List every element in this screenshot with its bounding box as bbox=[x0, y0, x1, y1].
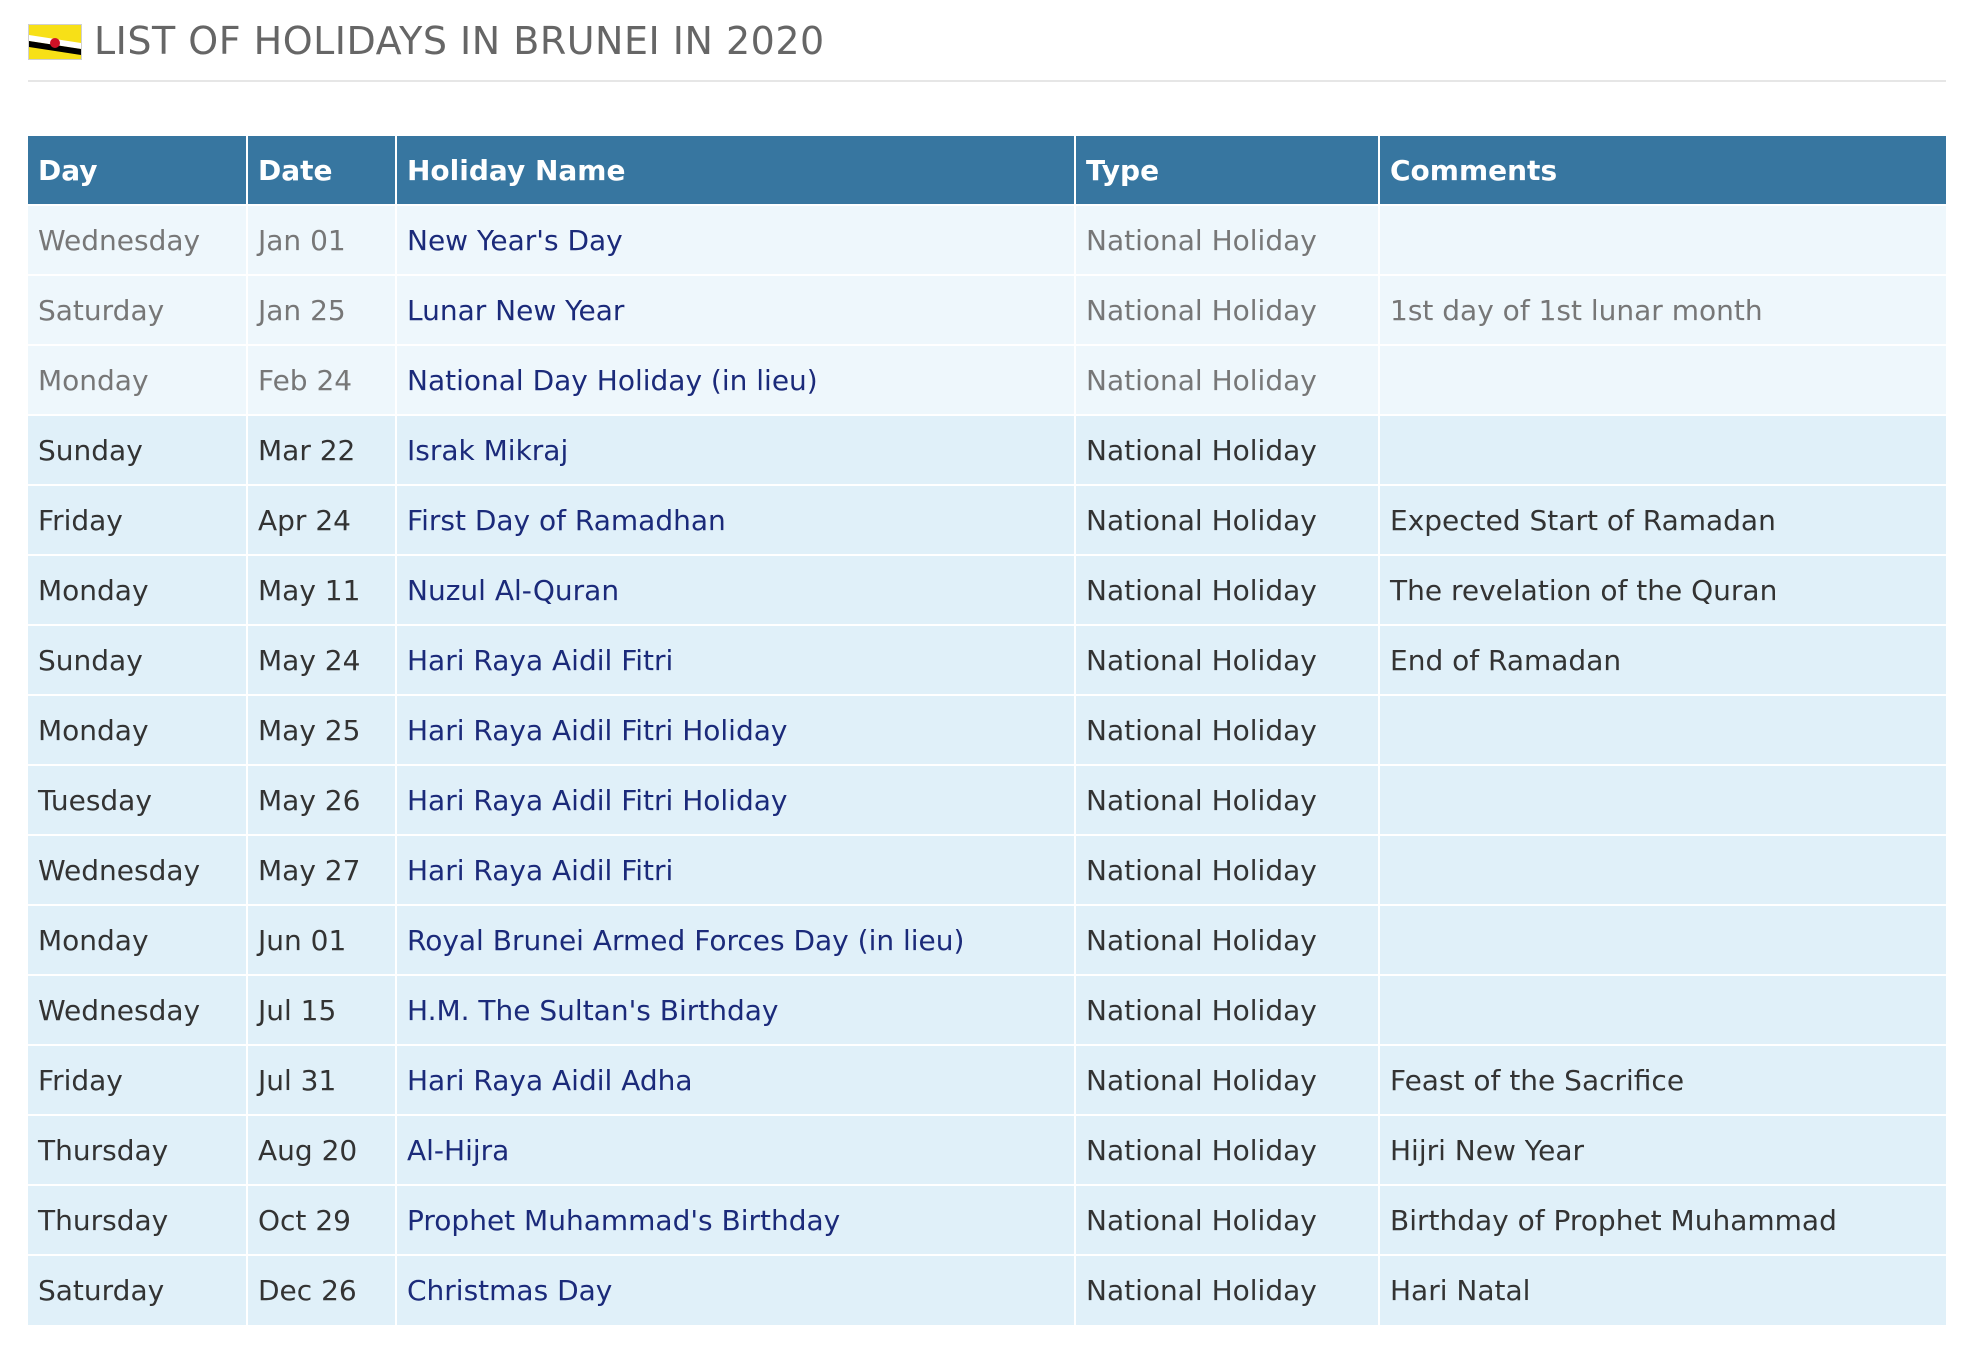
cell-day-text: Saturday bbox=[38, 293, 165, 327]
cell-day-text: Saturday bbox=[38, 1274, 165, 1307]
holiday-name-link[interactable]: Hari Raya Aidil Adha bbox=[407, 1063, 693, 1097]
table-row bbox=[28, 415, 1946, 485]
holidays-table bbox=[28, 136, 1946, 1325]
cell-type-text: National Holiday bbox=[1086, 993, 1317, 1027]
cell-date bbox=[247, 765, 396, 835]
cell-holiday-name bbox=[396, 205, 1075, 275]
cell-day bbox=[28, 1185, 247, 1255]
cell-day-text: Monday bbox=[38, 713, 149, 747]
holiday-name-link[interactable]: Christmas Day bbox=[407, 1274, 613, 1307]
cell-holiday-name bbox=[396, 1185, 1075, 1255]
cell-date-text: Aug 20 bbox=[258, 1133, 358, 1167]
cell-type bbox=[1075, 345, 1379, 415]
holiday-name-link[interactable]: Lunar New Year bbox=[407, 293, 625, 327]
cell-day bbox=[28, 555, 247, 625]
cell-date bbox=[247, 1255, 396, 1325]
holiday-name-link[interactable]: H.M. The Sultan's Birthday bbox=[407, 993, 779, 1027]
cell-date bbox=[247, 905, 396, 975]
cell-type-text: National Holiday bbox=[1086, 433, 1317, 467]
table-body bbox=[28, 205, 1946, 1325]
cell-comments-text: 1st day of 1st lunar month bbox=[1390, 293, 1763, 327]
cell-type bbox=[1075, 765, 1379, 835]
flag-graphic bbox=[29, 25, 81, 59]
cell-comments-text: Birthday of Prophet Muhammad bbox=[1390, 1203, 1837, 1237]
cell-comments bbox=[1379, 415, 1946, 485]
cell-type bbox=[1075, 1255, 1379, 1325]
cell-comments-text: End of Ramadan bbox=[1390, 643, 1622, 677]
cell-type-text: National Holiday bbox=[1086, 713, 1317, 747]
cell-comments bbox=[1379, 205, 1946, 275]
cell-date bbox=[247, 1045, 396, 1115]
cell-type bbox=[1075, 835, 1379, 905]
cell-type bbox=[1075, 555, 1379, 625]
cell-date bbox=[247, 625, 396, 695]
cell-comments bbox=[1379, 1255, 1946, 1325]
cell-date bbox=[247, 695, 396, 765]
cell-holiday-name bbox=[396, 625, 1075, 695]
table-row bbox=[28, 1115, 1946, 1185]
cell-holiday-name bbox=[396, 415, 1075, 485]
holiday-name-link[interactable]: Hari Raya Aidil Fitri bbox=[407, 853, 674, 887]
table-row bbox=[28, 1255, 1946, 1325]
cell-type bbox=[1075, 205, 1379, 275]
holiday-name-link[interactable]: Hari Raya Aidil Fitri Holiday bbox=[407, 713, 788, 747]
cell-comments bbox=[1379, 1185, 1946, 1255]
column-header-type[interactable]: Type bbox=[1075, 136, 1379, 205]
cell-day bbox=[28, 1255, 247, 1325]
cell-day bbox=[28, 485, 247, 555]
table-row bbox=[28, 275, 1946, 345]
cell-date-text: Feb 24 bbox=[258, 363, 353, 397]
cell-holiday-name bbox=[396, 835, 1075, 905]
cell-comments bbox=[1379, 555, 1946, 625]
cell-holiday-name bbox=[396, 1115, 1075, 1185]
holiday-name-link[interactable]: National Day Holiday (in lieu) bbox=[407, 363, 818, 397]
cell-day-text: Friday bbox=[38, 503, 123, 537]
cell-date-text: Apr 24 bbox=[258, 503, 351, 537]
cell-date-text: Jan 25 bbox=[258, 293, 346, 327]
table-header-row bbox=[28, 136, 1946, 205]
table-row bbox=[28, 625, 1946, 695]
cell-day-text: Monday bbox=[38, 573, 149, 607]
cell-comments bbox=[1379, 1045, 1946, 1115]
cell-day bbox=[28, 1045, 247, 1115]
cell-comments-text: Hijri New Year bbox=[1390, 1133, 1585, 1167]
cell-type-text: National Holiday bbox=[1086, 503, 1317, 537]
cell-holiday-name bbox=[396, 765, 1075, 835]
cell-day bbox=[28, 415, 247, 485]
cell-type bbox=[1075, 415, 1379, 485]
cell-date-text: Mar 22 bbox=[258, 433, 356, 467]
table-row bbox=[28, 905, 1946, 975]
cell-holiday-name bbox=[396, 1045, 1075, 1115]
table-header bbox=[28, 136, 1946, 205]
table-row bbox=[28, 205, 1946, 275]
holiday-name-link[interactable]: Royal Brunei Armed Forces Day (in lieu) bbox=[407, 923, 965, 957]
cell-day-text: Sunday bbox=[38, 433, 143, 467]
cell-type-text: National Holiday bbox=[1086, 853, 1317, 887]
cell-type bbox=[1075, 1045, 1379, 1115]
cell-date-text: May 27 bbox=[258, 853, 361, 887]
cell-comments bbox=[1379, 695, 1946, 765]
cell-day bbox=[28, 1115, 247, 1185]
cell-date bbox=[247, 555, 396, 625]
cell-day bbox=[28, 625, 247, 695]
cell-type-text: National Holiday bbox=[1086, 573, 1317, 607]
cell-day-text: Thursday bbox=[38, 1203, 169, 1237]
cell-day-text: Monday bbox=[38, 923, 149, 957]
cell-date bbox=[247, 415, 396, 485]
cell-type bbox=[1075, 1185, 1379, 1255]
cell-date bbox=[247, 345, 396, 415]
table-row bbox=[28, 555, 1946, 625]
brunei-flag-icon bbox=[28, 24, 82, 60]
cell-comments-text: The revelation of the Quran bbox=[1390, 573, 1778, 607]
column-header-date[interactable]: Date bbox=[247, 136, 396, 205]
cell-date-text: Jul 15 bbox=[258, 993, 337, 1027]
cell-day-text: Wednesday bbox=[38, 853, 201, 887]
cell-day bbox=[28, 345, 247, 415]
table-row bbox=[28, 695, 1946, 765]
table-row bbox=[28, 345, 1946, 415]
cell-holiday-name bbox=[396, 345, 1075, 415]
cell-type bbox=[1075, 485, 1379, 555]
cell-type-text: National Holiday bbox=[1086, 223, 1317, 257]
flag-crest bbox=[50, 38, 60, 48]
holiday-name-link[interactable]: First Day of Ramadhan bbox=[407, 503, 726, 537]
cell-day bbox=[28, 275, 247, 345]
cell-date-text: Jan 01 bbox=[258, 223, 346, 257]
column-header-holiday-name[interactable]: Holiday Name bbox=[396, 136, 1075, 205]
cell-date-text: Oct 29 bbox=[258, 1203, 351, 1237]
column-header-day[interactable]: Day bbox=[28, 136, 247, 205]
cell-comments-text: Feast of the Sacrifice bbox=[1390, 1063, 1685, 1097]
cell-comments-text: Expected Start of Ramadan bbox=[1390, 503, 1776, 537]
cell-comments-text: Hari Natal bbox=[1390, 1274, 1531, 1307]
cell-type bbox=[1075, 275, 1379, 345]
cell-type-text: National Holiday bbox=[1086, 643, 1317, 677]
cell-holiday-name bbox=[396, 485, 1075, 555]
cell-comments bbox=[1379, 275, 1946, 345]
cell-day-text: Wednesday bbox=[38, 993, 201, 1027]
table-row bbox=[28, 765, 1946, 835]
cell-day-text: Sunday bbox=[38, 643, 143, 677]
cell-type bbox=[1075, 625, 1379, 695]
cell-holiday-name bbox=[396, 1255, 1075, 1325]
cell-day-text: Wednesday bbox=[38, 223, 201, 257]
cell-date-text: May 25 bbox=[258, 713, 361, 747]
cell-type-text: National Holiday bbox=[1086, 1274, 1317, 1307]
cell-date bbox=[247, 275, 396, 345]
cell-date-text: Jul 31 bbox=[258, 1063, 337, 1097]
cell-type bbox=[1075, 1115, 1379, 1185]
cell-holiday-name bbox=[396, 555, 1075, 625]
cell-day bbox=[28, 695, 247, 765]
holiday-name-link[interactable]: New Year's Day bbox=[407, 223, 623, 257]
cell-type bbox=[1075, 695, 1379, 765]
cell-comments bbox=[1379, 765, 1946, 835]
cell-day-text: Tuesday bbox=[38, 783, 152, 817]
cell-holiday-name bbox=[396, 275, 1075, 345]
cell-date-text: May 24 bbox=[258, 643, 361, 677]
cell-date bbox=[247, 835, 396, 905]
holiday-name-link[interactable]: Hari Raya Aidil Fitri Holiday bbox=[407, 783, 788, 817]
cell-date-text: May 26 bbox=[258, 783, 361, 817]
cell-type-text: National Holiday bbox=[1086, 1063, 1317, 1097]
holiday-name-link[interactable]: Prophet Muhammad's Birthday bbox=[407, 1203, 841, 1237]
table-row bbox=[28, 485, 1946, 555]
cell-type bbox=[1075, 905, 1379, 975]
cell-day-text: Thursday bbox=[38, 1133, 169, 1167]
cell-day bbox=[28, 205, 247, 275]
cell-comments bbox=[1379, 975, 1946, 1045]
holiday-name-link[interactable]: Nuzul Al-Quran bbox=[407, 573, 620, 607]
cell-date bbox=[247, 485, 396, 555]
cell-comments bbox=[1379, 835, 1946, 905]
page-heading bbox=[28, 0, 1946, 82]
table-row bbox=[28, 1045, 1946, 1115]
cell-comments bbox=[1379, 485, 1946, 555]
cell-day bbox=[28, 765, 247, 835]
cell-date-text: Jun 01 bbox=[258, 923, 347, 957]
cell-type-text: National Holiday bbox=[1086, 1203, 1317, 1237]
cell-date bbox=[247, 205, 396, 275]
cell-type-text: National Holiday bbox=[1086, 293, 1317, 327]
cell-comments bbox=[1379, 625, 1946, 695]
cell-day bbox=[28, 905, 247, 975]
cell-date bbox=[247, 975, 396, 1045]
cell-comments bbox=[1379, 905, 1946, 975]
table-row bbox=[28, 1185, 1946, 1255]
column-header-comments[interactable]: Comments bbox=[1379, 136, 1946, 205]
holiday-name-link[interactable]: Israk Mikraj bbox=[407, 433, 569, 467]
cell-date bbox=[247, 1115, 396, 1185]
cell-comments bbox=[1379, 1115, 1946, 1185]
cell-date-text: May 11 bbox=[258, 573, 361, 607]
cell-day bbox=[28, 835, 247, 905]
table-row bbox=[28, 835, 1946, 905]
cell-holiday-name bbox=[396, 975, 1075, 1045]
table-row bbox=[28, 975, 1946, 1045]
cell-day bbox=[28, 975, 247, 1045]
cell-type-text: National Holiday bbox=[1086, 783, 1317, 817]
cell-day-text: Monday bbox=[38, 363, 149, 397]
cell-holiday-name bbox=[396, 905, 1075, 975]
cell-type-text: National Holiday bbox=[1086, 923, 1317, 957]
cell-day-text: Friday bbox=[38, 1063, 123, 1097]
cell-date bbox=[247, 1185, 396, 1255]
cell-date-text: Dec 26 bbox=[258, 1274, 357, 1307]
cell-comments bbox=[1379, 345, 1946, 415]
holiday-name-link[interactable]: Al-Hijra bbox=[407, 1133, 510, 1167]
page-title: LIST OF HOLIDAYS IN BRUNEI IN 2020 bbox=[94, 19, 825, 63]
cell-type bbox=[1075, 975, 1379, 1045]
holiday-name-link[interactable]: Hari Raya Aidil Fitri bbox=[407, 643, 674, 677]
cell-holiday-name bbox=[396, 695, 1075, 765]
cell-type-text: National Holiday bbox=[1086, 363, 1317, 397]
cell-type-text: National Holiday bbox=[1086, 1133, 1317, 1167]
